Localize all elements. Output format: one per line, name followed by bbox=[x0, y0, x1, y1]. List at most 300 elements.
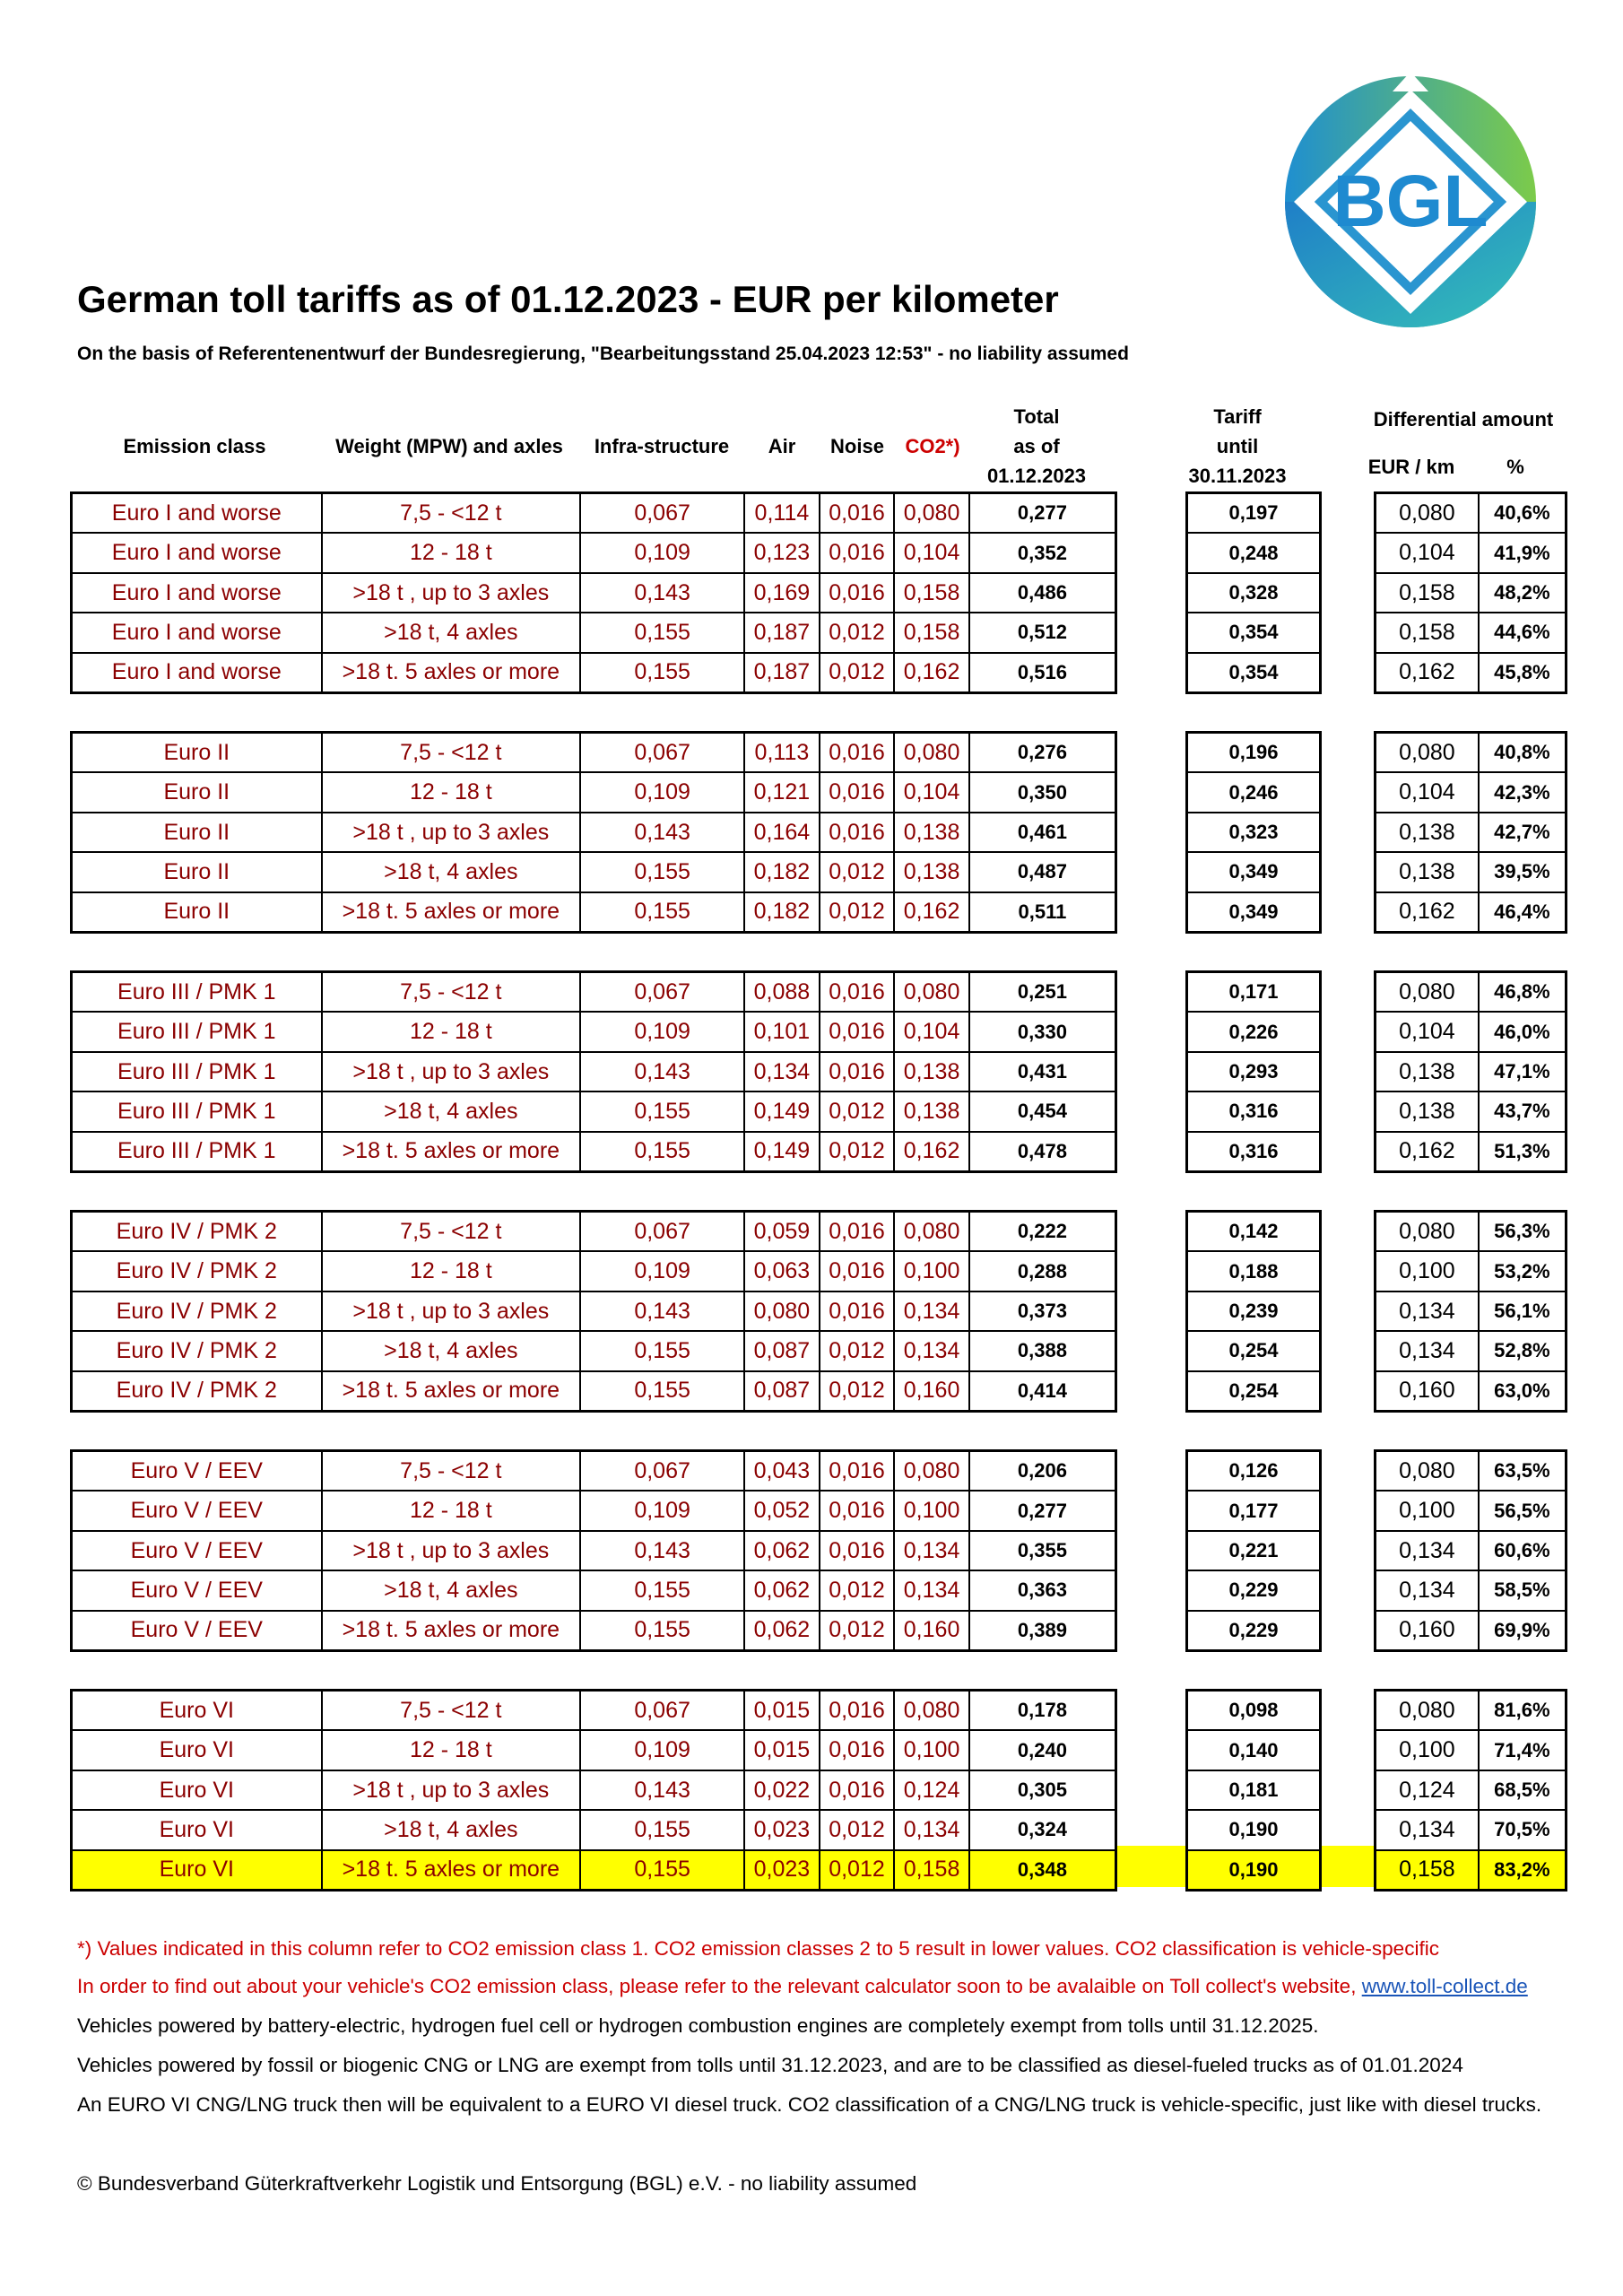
co2-cell: 0,158 bbox=[893, 613, 968, 651]
diff-pct-cell: 63,0% bbox=[1478, 1372, 1565, 1410]
infra-cell: 0,155 bbox=[579, 1851, 743, 1889]
diff-pct-cell: 48,2% bbox=[1478, 574, 1565, 612]
diff-eur-cell: 0,138 bbox=[1399, 1058, 1455, 1084]
weight-cell: 7,5 - <12 t bbox=[321, 734, 580, 771]
noise-cell: 0,012 bbox=[819, 1133, 894, 1170]
diff-eur-cell: 0,158 bbox=[1399, 579, 1455, 605]
table-row bbox=[1376, 1452, 1565, 1490]
diff-eur-cell: 0,080 bbox=[1399, 739, 1455, 765]
air-cell: 0,015 bbox=[743, 1692, 819, 1729]
table-row bbox=[1188, 1131, 1319, 1170]
table-row bbox=[1188, 652, 1319, 691]
tariff-cell: 0,323 bbox=[1228, 821, 1279, 844]
co2-cell: 0,162 bbox=[893, 893, 968, 931]
air-cell: 0,059 bbox=[743, 1213, 819, 1250]
diff-eur-cell: 0,158 bbox=[1399, 619, 1455, 645]
co2-cell: 0,162 bbox=[893, 654, 968, 691]
table-row bbox=[1188, 1610, 1319, 1649]
table-row bbox=[1188, 851, 1319, 891]
table-row bbox=[1376, 1570, 1565, 1609]
co2-cell: 0,134 bbox=[893, 1532, 968, 1570]
emission-class-cell: Euro IV / PMK 2 bbox=[116, 1298, 277, 1324]
infra-cell: 0,155 bbox=[579, 1372, 743, 1410]
emission-class-cell: Euro I and worse bbox=[111, 500, 282, 526]
diff-pct-cell: 43,7% bbox=[1478, 1092, 1565, 1130]
emission-class-cell: Euro VI bbox=[159, 1857, 234, 1883]
tariff-block bbox=[1185, 731, 1322, 934]
table-group bbox=[70, 970, 1567, 1173]
noise-cell: 0,016 bbox=[819, 1292, 894, 1330]
table-row bbox=[1188, 1692, 1319, 1729]
co2-cell: 0,104 bbox=[893, 1013, 968, 1050]
infra-cell: 0,155 bbox=[579, 893, 743, 931]
emission-class-cell: Euro III / PMK 1 bbox=[117, 1098, 276, 1124]
air-cell: 0,149 bbox=[743, 1092, 819, 1130]
table-row bbox=[1376, 532, 1565, 571]
diff-pct-cell: 83,2% bbox=[1478, 1851, 1565, 1889]
emission-class-cell: Euro I and worse bbox=[111, 540, 282, 566]
header-diff-eur: EUR / km bbox=[1367, 456, 1455, 478]
noise-cell: 0,012 bbox=[819, 1092, 894, 1130]
noise-cell: 0,016 bbox=[819, 1692, 894, 1729]
diff-eur-cell: 0,160 bbox=[1399, 1617, 1455, 1643]
table-row bbox=[1188, 812, 1319, 851]
table-row-highlighted bbox=[1376, 1849, 1565, 1889]
weight-cell: 7,5 - <12 t bbox=[321, 1452, 580, 1490]
co2-cell: 0,124 bbox=[893, 1771, 968, 1809]
weight-cell: >18 t, 4 axles bbox=[321, 1811, 580, 1848]
table-row bbox=[1188, 494, 1319, 532]
tariff-cell: 0,316 bbox=[1228, 1139, 1279, 1162]
total-cell: 0,461 bbox=[968, 813, 1115, 851]
infra-cell: 0,109 bbox=[579, 534, 743, 571]
diff-eur-cell: 0,138 bbox=[1399, 1098, 1455, 1124]
main-block bbox=[70, 1449, 1117, 1652]
table-row bbox=[73, 851, 1115, 891]
diff-eur-cell: 0,080 bbox=[1399, 500, 1455, 526]
table-row bbox=[1376, 494, 1565, 532]
weight-cell: 12 - 18 t bbox=[321, 1731, 580, 1769]
noise-cell: 0,012 bbox=[819, 1332, 894, 1370]
emission-class-cell: Euro V / EEV bbox=[130, 1617, 263, 1643]
table-row bbox=[1376, 812, 1565, 851]
total-cell: 0,355 bbox=[968, 1532, 1115, 1570]
header-noise: Noise bbox=[830, 435, 884, 457]
weight-cell: >18 t , up to 3 axles bbox=[321, 1771, 580, 1809]
tariff-cell: 0,229 bbox=[1228, 1618, 1279, 1641]
table-row bbox=[73, 532, 1115, 571]
diff-block bbox=[1374, 1449, 1567, 1652]
diff-pct-cell: 52,8% bbox=[1478, 1332, 1565, 1370]
infra-cell: 0,109 bbox=[579, 1013, 743, 1050]
diff-eur-cell: 0,134 bbox=[1399, 1816, 1455, 1842]
table-row bbox=[73, 1770, 1115, 1809]
diff-eur-cell: 0,134 bbox=[1399, 1537, 1455, 1563]
tariff-cell: 0,098 bbox=[1228, 1699, 1279, 1722]
table-row bbox=[1376, 771, 1565, 811]
infra-cell: 0,143 bbox=[579, 1532, 743, 1570]
table-group bbox=[70, 731, 1567, 934]
table-row bbox=[1376, 1809, 1565, 1848]
calculator-note-text: In order to find out about your vehicle's CO2 emission class, please refer to the relevant calculator soon to be avalaible on Toll collect's website, bbox=[77, 1975, 1362, 1997]
co2-cell: 0,080 bbox=[893, 494, 968, 532]
noise-cell: 0,016 bbox=[819, 1013, 894, 1050]
infra-cell: 0,143 bbox=[579, 1053, 743, 1091]
table-row bbox=[1188, 1213, 1319, 1250]
diff-eur-cell: 0,160 bbox=[1399, 1378, 1455, 1404]
emission-class-cell: Euro VI bbox=[159, 1777, 234, 1803]
diff-block bbox=[1374, 731, 1567, 934]
table-row bbox=[1188, 734, 1319, 771]
table-row bbox=[1376, 851, 1565, 891]
diff-pct-cell: 40,8% bbox=[1478, 734, 1565, 771]
weight-cell: 12 - 18 t bbox=[321, 1252, 580, 1290]
diff-pct-cell: 56,5% bbox=[1478, 1492, 1565, 1529]
co2-cell: 0,100 bbox=[893, 1731, 968, 1769]
diff-pct-cell: 41,9% bbox=[1478, 534, 1565, 571]
total-cell: 0,373 bbox=[968, 1292, 1115, 1330]
noise-cell: 0,016 bbox=[819, 734, 894, 771]
diff-pct-cell: 63,5% bbox=[1478, 1452, 1565, 1490]
co2-cell: 0,138 bbox=[893, 853, 968, 891]
air-cell: 0,023 bbox=[743, 1811, 819, 1848]
infra-cell: 0,155 bbox=[579, 1092, 743, 1130]
total-cell: 0,206 bbox=[968, 1452, 1115, 1490]
table-row bbox=[73, 973, 1115, 1011]
table-row bbox=[73, 572, 1115, 612]
page-subtitle: On the basis of Referentenentwurf der Bundesregierung, "Bearbeitungsstand 25.04.2023 12:53" - no liability assumed bbox=[77, 344, 1129, 364]
air-cell: 0,134 bbox=[743, 1053, 819, 1091]
total-cell: 0,277 bbox=[968, 1492, 1115, 1529]
noise-cell: 0,016 bbox=[819, 813, 894, 851]
infra-cell: 0,155 bbox=[579, 1612, 743, 1649]
co2-cell: 0,138 bbox=[893, 1092, 968, 1130]
co2-cell: 0,080 bbox=[893, 734, 968, 771]
toll-collect-link[interactable]: www.toll-collect.de bbox=[1361, 1975, 1528, 1997]
main-block bbox=[70, 970, 1117, 1173]
total-cell: 0,414 bbox=[968, 1372, 1115, 1410]
total-cell: 0,486 bbox=[968, 574, 1115, 612]
diff-pct-cell: 60,6% bbox=[1478, 1532, 1565, 1570]
infra-cell: 0,109 bbox=[579, 1492, 743, 1529]
diff-eur-cell: 0,134 bbox=[1399, 1298, 1455, 1324]
table-row bbox=[1376, 612, 1565, 651]
co2-cell: 0,080 bbox=[893, 1452, 968, 1490]
table-row bbox=[1376, 652, 1565, 691]
infra-cell: 0,067 bbox=[579, 1213, 743, 1250]
table-row bbox=[1188, 572, 1319, 612]
co2-note: *) Values indicated in this column refer to CO2 emission class 1. CO2 emission classes 2 to 5 result in lower values. CO2 classification is vehicle-specific bbox=[77, 1937, 1439, 1960]
table-row bbox=[1188, 1770, 1319, 1809]
table-row bbox=[1188, 612, 1319, 651]
infra-cell: 0,109 bbox=[579, 1731, 743, 1769]
table-row bbox=[73, 1570, 1115, 1609]
weight-cell: >18 t, 4 axles bbox=[321, 613, 580, 651]
diff-eur-cell: 0,080 bbox=[1399, 1457, 1455, 1483]
noise-cell: 0,016 bbox=[819, 574, 894, 612]
table-row bbox=[1188, 532, 1319, 571]
air-cell: 0,187 bbox=[743, 613, 819, 651]
table-row bbox=[1188, 1729, 1319, 1769]
table-row bbox=[73, 1131, 1115, 1170]
table-row bbox=[73, 1809, 1115, 1848]
noise-cell: 0,016 bbox=[819, 1771, 894, 1809]
total-cell: 0,348 bbox=[968, 1851, 1115, 1889]
infra-cell: 0,155 bbox=[579, 1133, 743, 1170]
air-cell: 0,062 bbox=[743, 1532, 819, 1570]
diff-pct-cell: 46,4% bbox=[1478, 893, 1565, 931]
tariff-cell: 0,248 bbox=[1228, 541, 1279, 564]
table-row bbox=[1376, 1250, 1565, 1290]
diff-block bbox=[1374, 970, 1567, 1173]
tariff-cell: 0,190 bbox=[1228, 1857, 1279, 1881]
air-cell: 0,062 bbox=[743, 1571, 819, 1609]
noise-cell: 0,016 bbox=[819, 1492, 894, 1529]
main-block bbox=[70, 1210, 1117, 1413]
diff-pct-cell: 56,1% bbox=[1478, 1292, 1565, 1330]
table-row bbox=[1188, 891, 1319, 931]
infra-cell: 0,155 bbox=[579, 853, 743, 891]
diff-eur-cell: 0,134 bbox=[1399, 1337, 1455, 1363]
emission-class-cell: Euro I and worse bbox=[111, 619, 282, 645]
table-row bbox=[1376, 1291, 1565, 1330]
diff-pct-cell: 42,3% bbox=[1478, 773, 1565, 811]
table-row bbox=[73, 1692, 1115, 1729]
co2-cell: 0,160 bbox=[893, 1372, 968, 1410]
diff-pct-cell: 71,4% bbox=[1478, 1731, 1565, 1769]
total-cell: 0,388 bbox=[968, 1332, 1115, 1370]
total-cell: 0,178 bbox=[968, 1692, 1115, 1729]
tariff-block bbox=[1185, 1689, 1322, 1892]
tariff-cell: 0,142 bbox=[1228, 1220, 1279, 1243]
air-cell: 0,187 bbox=[743, 654, 819, 691]
diff-pct-cell: 46,8% bbox=[1478, 973, 1565, 1011]
header-total-1: Total bbox=[1013, 405, 1060, 428]
header-infra: Infra-structure bbox=[594, 435, 730, 457]
diff-eur-cell: 0,162 bbox=[1399, 899, 1455, 925]
table-row bbox=[1376, 1330, 1565, 1370]
table-row bbox=[73, 891, 1115, 931]
weight-cell: >18 t. 5 axles or more bbox=[321, 893, 580, 931]
main-block bbox=[70, 1689, 1117, 1892]
tariff-cell: 0,254 bbox=[1228, 1339, 1279, 1362]
diff-eur-cell: 0,138 bbox=[1399, 819, 1455, 845]
air-cell: 0,023 bbox=[743, 1851, 819, 1889]
table-group bbox=[70, 1210, 1567, 1413]
header-emission-class: Emission class bbox=[123, 435, 266, 457]
tariff-cell: 0,239 bbox=[1228, 1300, 1279, 1323]
co2-cell: 0,162 bbox=[893, 1133, 968, 1170]
total-cell: 0,487 bbox=[968, 853, 1115, 891]
tariff-cell: 0,354 bbox=[1228, 621, 1279, 644]
weight-cell: >18 t , up to 3 axles bbox=[321, 1532, 580, 1570]
weight-cell: 12 - 18 t bbox=[321, 534, 580, 571]
infra-cell: 0,143 bbox=[579, 1292, 743, 1330]
noise-cell: 0,016 bbox=[819, 1053, 894, 1091]
table-row bbox=[1188, 1809, 1319, 1848]
table-row bbox=[1376, 1131, 1565, 1170]
table-row bbox=[1376, 1091, 1565, 1130]
air-cell: 0,080 bbox=[743, 1292, 819, 1330]
weight-cell: >18 t , up to 3 axles bbox=[321, 813, 580, 851]
diff-block bbox=[1374, 1210, 1567, 1413]
emission-class-cell: Euro IV / PMK 2 bbox=[116, 1337, 277, 1363]
total-cell: 0,478 bbox=[968, 1133, 1115, 1170]
diff-block bbox=[1374, 491, 1567, 694]
diff-block bbox=[1374, 1689, 1567, 1892]
infra-cell: 0,067 bbox=[579, 494, 743, 532]
air-cell: 0,015 bbox=[743, 1731, 819, 1769]
table-row bbox=[1188, 1330, 1319, 1370]
table-group bbox=[70, 1449, 1567, 1652]
air-cell: 0,087 bbox=[743, 1332, 819, 1370]
infra-cell: 0,143 bbox=[579, 813, 743, 851]
table-row bbox=[73, 1051, 1115, 1091]
air-cell: 0,087 bbox=[743, 1372, 819, 1410]
total-cell: 0,431 bbox=[968, 1053, 1115, 1091]
total-cell: 0,352 bbox=[968, 534, 1115, 571]
total-cell: 0,454 bbox=[968, 1092, 1115, 1130]
tariff-cell: 0,246 bbox=[1228, 780, 1279, 804]
table-row bbox=[73, 1291, 1115, 1330]
total-cell: 0,276 bbox=[968, 734, 1115, 771]
diff-eur-cell: 0,158 bbox=[1399, 1857, 1455, 1883]
diff-pct-cell: 69,9% bbox=[1478, 1612, 1565, 1649]
table-row bbox=[73, 612, 1115, 651]
co2-cell: 0,100 bbox=[893, 1252, 968, 1290]
total-cell: 0,324 bbox=[968, 1811, 1115, 1848]
noise-cell: 0,012 bbox=[819, 654, 894, 691]
table-row bbox=[1376, 1370, 1565, 1410]
exempt-note-1: Vehicles powered by battery-electric, hydrogen fuel cell or hydrogen combustion engines are completely exempt from tolls until 31.12.2025. bbox=[77, 2014, 1319, 2037]
table-row bbox=[1376, 572, 1565, 612]
header-differential: Differential amount bbox=[1373, 408, 1554, 430]
diff-eur-cell: 0,080 bbox=[1399, 1697, 1455, 1723]
emission-class-cell: Euro II bbox=[163, 858, 230, 884]
tariff-cell: 0,171 bbox=[1228, 980, 1279, 1004]
header-weight: Weight (MPW) and axles bbox=[335, 435, 563, 457]
air-cell: 0,101 bbox=[743, 1013, 819, 1050]
infra-cell: 0,143 bbox=[579, 574, 743, 612]
weight-cell: 7,5 - <12 t bbox=[321, 1213, 580, 1250]
emission-class-cell: Euro VI bbox=[159, 1737, 234, 1763]
co2-cell: 0,160 bbox=[893, 1612, 968, 1649]
weight-cell: 12 - 18 t bbox=[321, 1013, 580, 1050]
table-row bbox=[1188, 1530, 1319, 1570]
table-row bbox=[1376, 973, 1565, 1011]
total-cell: 0,305 bbox=[968, 1771, 1115, 1809]
total-cell: 0,288 bbox=[968, 1252, 1115, 1290]
table-row bbox=[1376, 1051, 1565, 1091]
table-row bbox=[1376, 734, 1565, 771]
infra-cell: 0,155 bbox=[579, 1332, 743, 1370]
co2-cell: 0,080 bbox=[893, 1692, 968, 1729]
copyright-note: © Bundesverband Güterkraftverkehr Logistik und Entsorgung (BGL) e.V. - no liability assumed bbox=[77, 2172, 917, 2195]
emission-class-cell: Euro V / EEV bbox=[130, 1457, 263, 1483]
header-co2: CO2*) bbox=[905, 435, 960, 457]
table-row bbox=[73, 1610, 1115, 1649]
infra-cell: 0,143 bbox=[579, 1771, 743, 1809]
diff-eur-cell: 0,100 bbox=[1399, 1737, 1455, 1763]
emission-class-cell: Euro IV / PMK 2 bbox=[116, 1218, 277, 1244]
diff-pct-cell: 81,6% bbox=[1478, 1692, 1565, 1729]
diff-pct-cell: 58,5% bbox=[1478, 1571, 1565, 1609]
emission-class-cell: Euro VI bbox=[159, 1816, 234, 1842]
table-row bbox=[1376, 1770, 1565, 1809]
tariff-cell: 0,354 bbox=[1228, 660, 1279, 683]
co2-cell: 0,100 bbox=[893, 1492, 968, 1529]
air-cell: 0,123 bbox=[743, 534, 819, 571]
tariff-block bbox=[1185, 1449, 1322, 1652]
infra-cell: 0,155 bbox=[579, 613, 743, 651]
infra-cell: 0,067 bbox=[579, 1692, 743, 1729]
logo-text: BGL bbox=[1332, 161, 1488, 242]
weight-cell: 7,5 - <12 t bbox=[321, 1692, 580, 1729]
emission-class-cell: Euro V / EEV bbox=[130, 1577, 263, 1603]
table-row bbox=[73, 652, 1115, 691]
weight-cell: >18 t , up to 3 axles bbox=[321, 1292, 580, 1330]
diff-eur-cell: 0,162 bbox=[1399, 1138, 1455, 1164]
exempt-note-2: Vehicles powered by fossil or biogenic CNG or LNG are exempt from tolls until 31.12.2023, and are to be classified as diesel-fueled trucks as of 01.01.2024 bbox=[77, 2054, 1463, 2076]
emission-class-cell: Euro IV / PMK 2 bbox=[116, 1258, 277, 1284]
infra-cell: 0,109 bbox=[579, 1252, 743, 1290]
noise-cell: 0,012 bbox=[819, 1571, 894, 1609]
table-row bbox=[73, 1490, 1115, 1529]
air-cell: 0,149 bbox=[743, 1133, 819, 1170]
diff-pct-cell: 40,6% bbox=[1478, 494, 1565, 532]
table-row bbox=[73, 494, 1115, 532]
calculator-note bbox=[77, 1973, 1528, 2000]
noise-cell: 0,012 bbox=[819, 1612, 894, 1649]
diff-eur-cell: 0,104 bbox=[1399, 540, 1455, 566]
page-title: German toll tariffs as of 01.12.2023 - EUR per kilometer bbox=[77, 278, 1059, 320]
diff-eur-cell: 0,104 bbox=[1399, 779, 1455, 805]
diff-eur-cell: 0,124 bbox=[1399, 1777, 1455, 1803]
weight-cell: 12 - 18 t bbox=[321, 773, 580, 811]
tariff-cell: 0,190 bbox=[1228, 1818, 1279, 1841]
table-row bbox=[1188, 1011, 1319, 1050]
tariff-cell: 0,140 bbox=[1228, 1738, 1279, 1761]
emission-class-cell: Euro I and worse bbox=[111, 659, 282, 685]
emission-class-cell: Euro III / PMK 1 bbox=[117, 1058, 276, 1084]
tariff-cell: 0,328 bbox=[1228, 581, 1279, 604]
air-cell: 0,043 bbox=[743, 1452, 819, 1490]
emission-class-cell: Euro II bbox=[163, 819, 230, 845]
diff-pct-cell: 56,3% bbox=[1478, 1213, 1565, 1250]
noise-cell: 0,012 bbox=[819, 893, 894, 931]
exempt-note-3: An EURO VI CNG/LNG truck then will be equivalent to a EURO VI diesel truck. CO2 classification of a CNG/LNG truck is vehicle-specific, just like with diesel trucks. bbox=[77, 2093, 1542, 2116]
table-row bbox=[73, 1370, 1115, 1410]
table-row bbox=[1376, 1530, 1565, 1570]
tariff-cell: 0,254 bbox=[1228, 1378, 1279, 1402]
table-row bbox=[1376, 1011, 1565, 1050]
total-cell: 0,240 bbox=[968, 1731, 1115, 1769]
noise-cell: 0,016 bbox=[819, 1252, 894, 1290]
noise-cell: 0,016 bbox=[819, 1532, 894, 1570]
infra-cell: 0,067 bbox=[579, 734, 743, 771]
header-tariff-1: Tariff bbox=[1213, 405, 1262, 428]
table-row bbox=[1188, 1291, 1319, 1330]
tariff-cell: 0,293 bbox=[1228, 1060, 1279, 1083]
emission-class-cell: Euro II bbox=[163, 779, 230, 805]
tariff-block bbox=[1185, 1210, 1322, 1413]
diff-eur-cell: 0,100 bbox=[1399, 1498, 1455, 1524]
total-cell: 0,251 bbox=[968, 973, 1115, 1011]
total-cell: 0,363 bbox=[968, 1571, 1115, 1609]
diff-pct-cell: 70,5% bbox=[1478, 1811, 1565, 1848]
table-row bbox=[1188, 973, 1319, 1011]
total-cell: 0,277 bbox=[968, 494, 1115, 532]
